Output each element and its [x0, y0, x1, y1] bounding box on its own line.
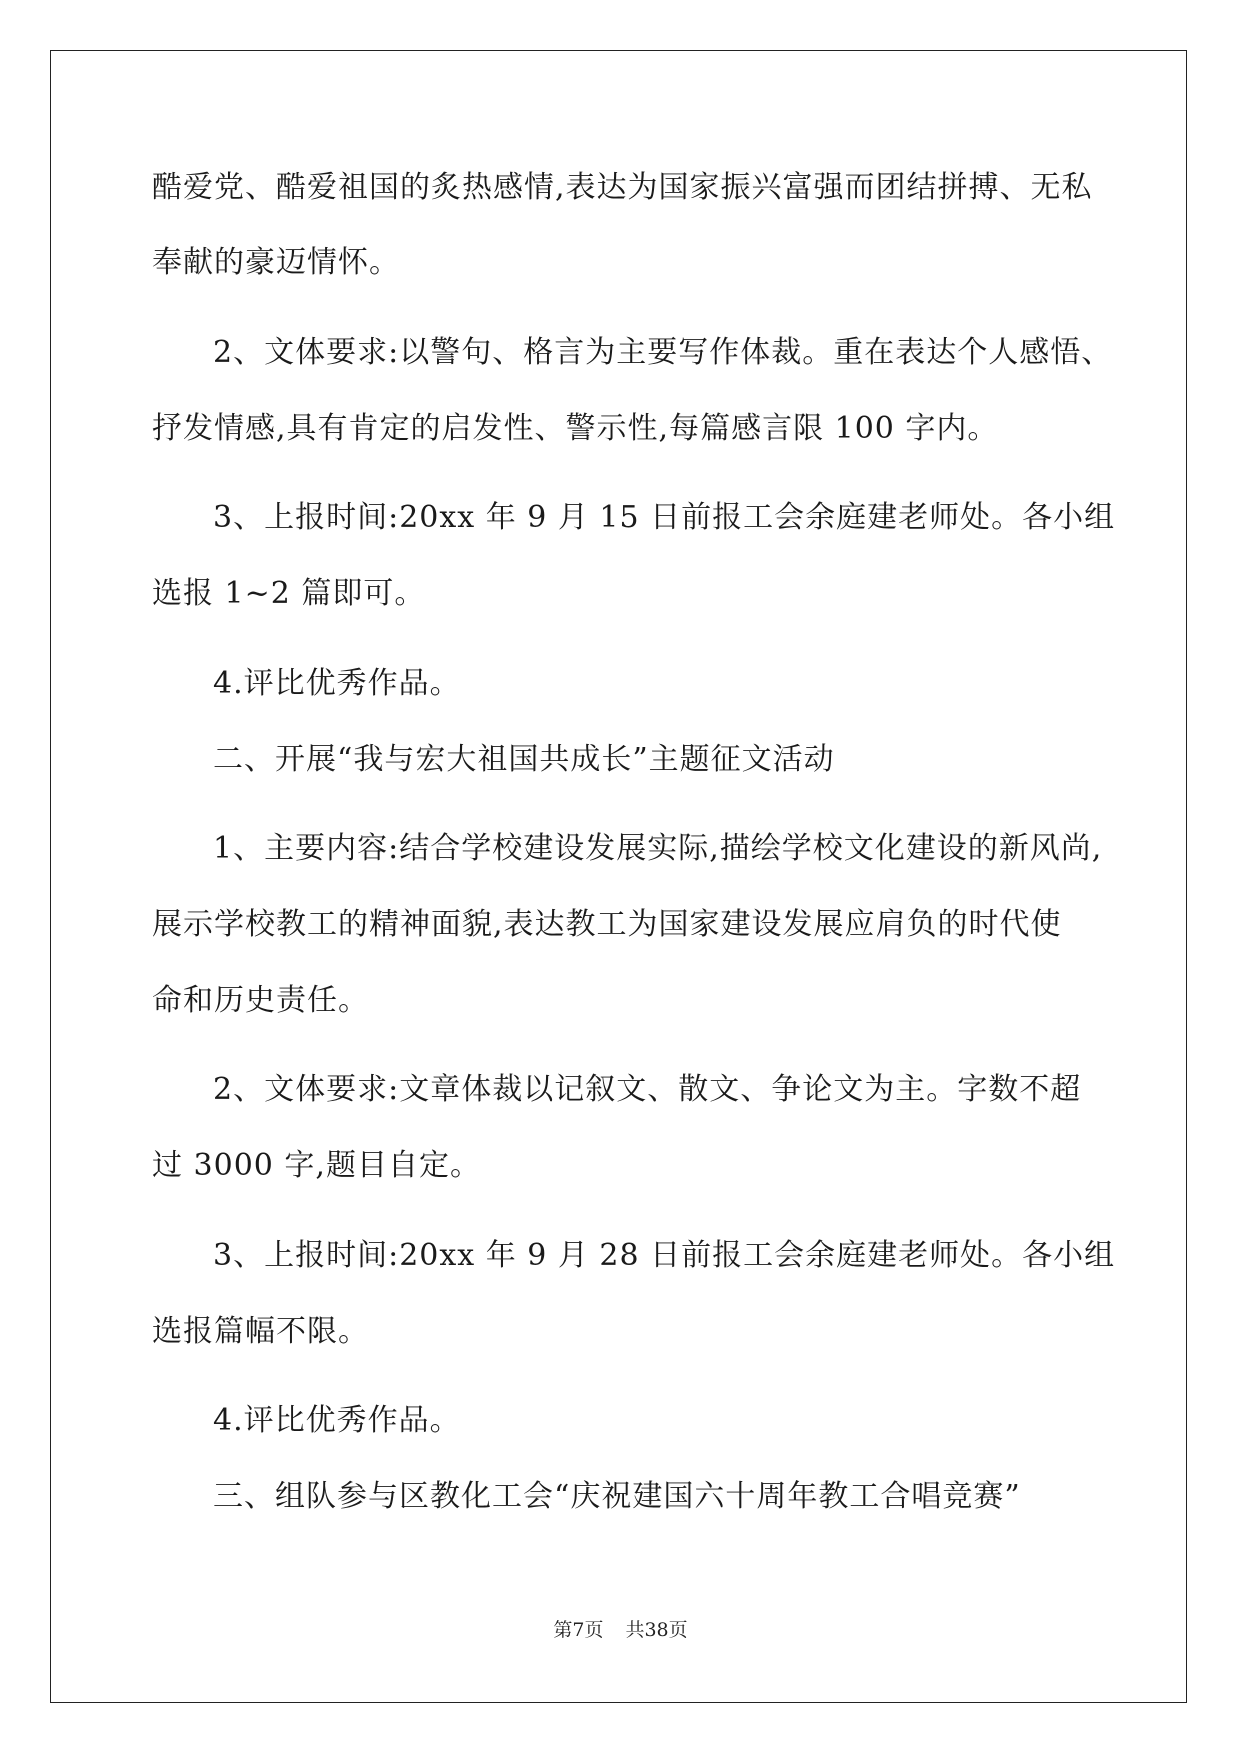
- paragraph-line: 奉献的豪迈情怀。: [152, 245, 400, 280]
- paragraph-line: 4.评比优秀作品。: [213, 666, 461, 701]
- current-page-label: 第7页: [553, 1619, 604, 1641]
- section-heading: 二、开展“我与宏大祖国共成长”主题征文活动: [213, 742, 835, 777]
- total-pages-label: 共38页: [625, 1619, 688, 1641]
- paragraph-line: 选报 1~2 篇即可。: [152, 576, 426, 611]
- paragraph-line: 3、上报时间:20xx 年 9 月 28 日前报工会余庭建老师处。各小组: [213, 1238, 1116, 1273]
- paragraph-line: 1、主要内容:结合学校建设发展实际,描绘学校文化建设的新风尚,: [213, 831, 1103, 866]
- page-footer: [0, 1618, 1241, 1642]
- paragraph-line: 4.评比优秀作品。: [213, 1403, 461, 1438]
- paragraph-line: 3、上报时间:20xx 年 9 月 15 日前报工会余庭建老师处。各小组: [213, 500, 1116, 535]
- paragraph-line: 抒发情感,具有肯定的启发性、警示性,每篇感言限 100 字内。: [152, 411, 999, 446]
- paragraph-line: 过 3000 字,题目自定。: [152, 1148, 481, 1183]
- paragraph-line: 展示学校教工的精神面貌,表达教工为国家建设发展应肩负的时代使: [152, 907, 1062, 942]
- paragraph-line: 2、文体要求:以警句、格言为主要写作体裁。重在表达个人感悟、: [213, 335, 1113, 370]
- paragraph-line: 选报篇幅不限。: [152, 1314, 369, 1349]
- paragraph-line: 酷爱党、酷爱祖国的炙热感情,表达为国家振兴富强而团结拼搏、无私: [152, 170, 1093, 205]
- paragraph-line: 命和历史责任。: [152, 983, 369, 1018]
- paragraph-line: 2、文体要求:文章体裁以记叙文、散文、争论文为主。字数不超: [213, 1072, 1082, 1107]
- page-border: [50, 50, 1187, 1703]
- section-heading: 三、组队参与区教化工会“庆祝建国六十周年教工合唱竞赛”: [213, 1479, 1021, 1514]
